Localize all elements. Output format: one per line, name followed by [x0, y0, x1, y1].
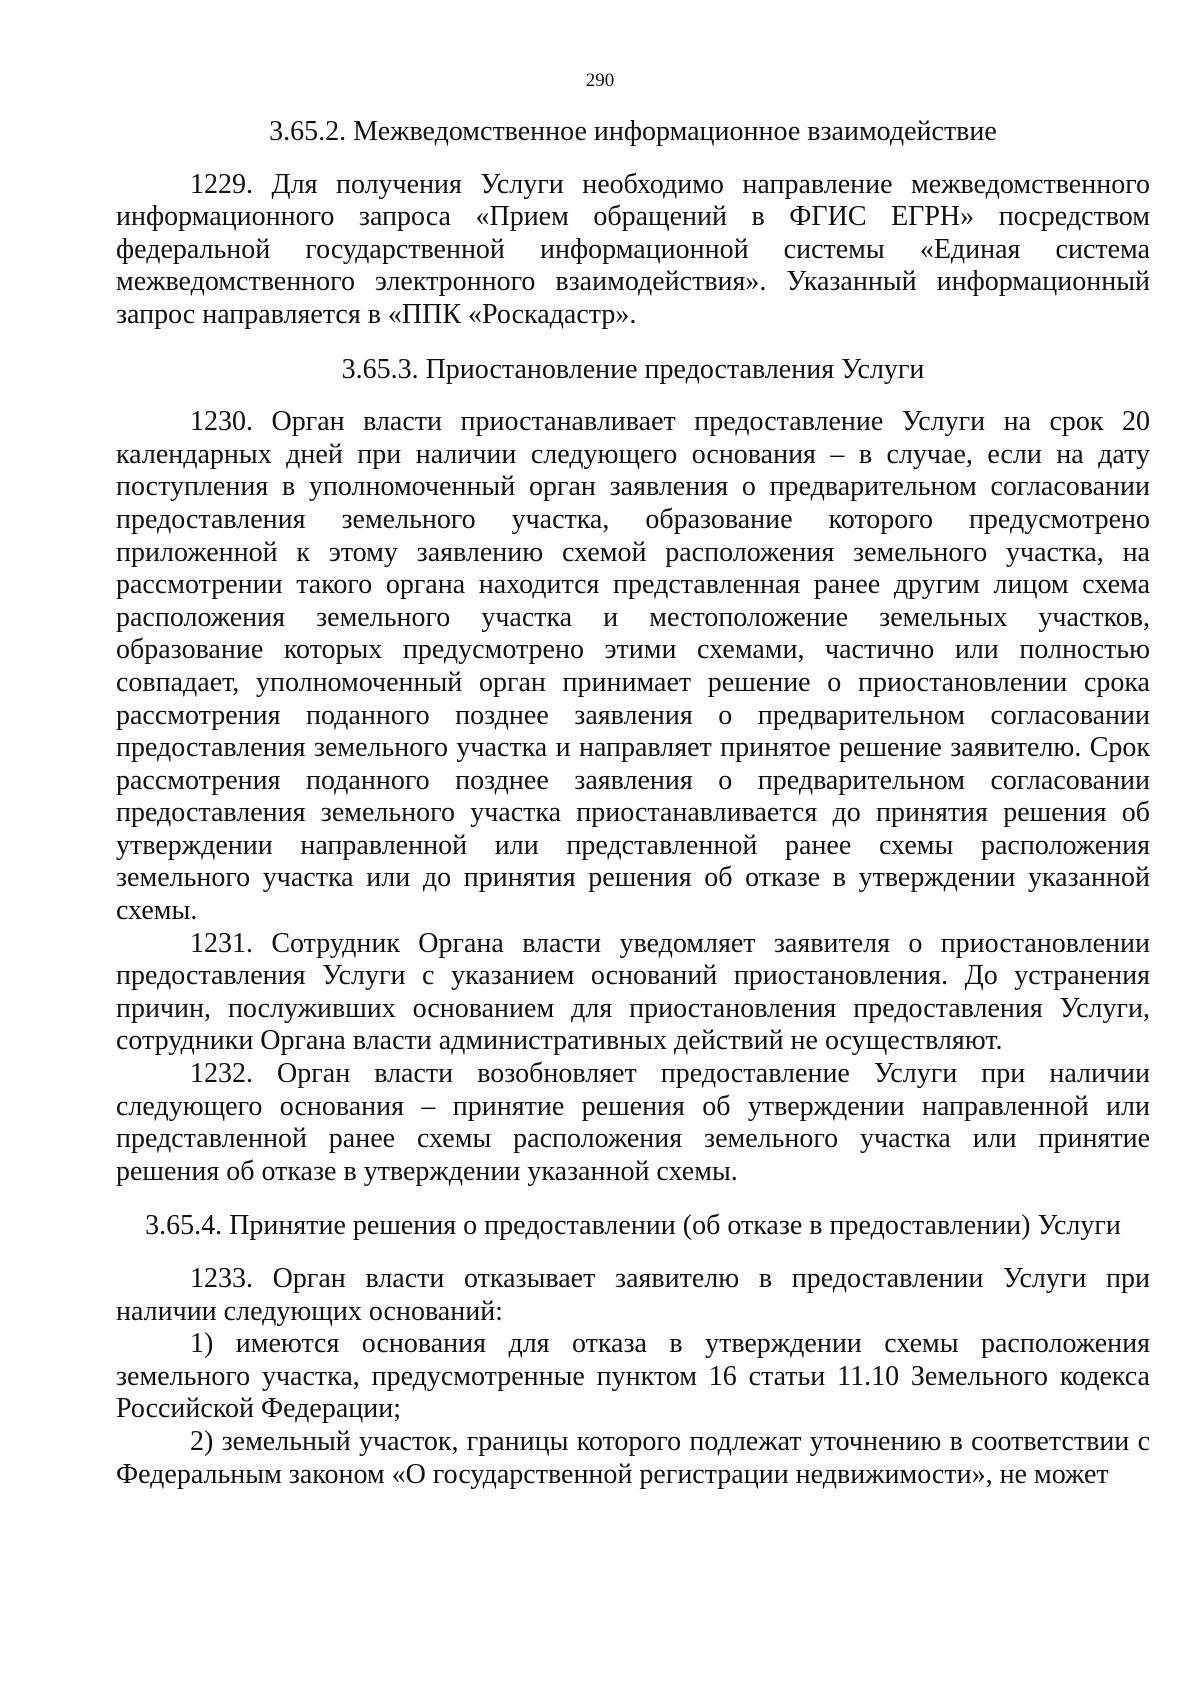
- page-number: 290: [585, 70, 615, 91]
- paragraph-1229: 1229. Для получения Услуги необходимо направление межведомственного информационного запроса «Прием обращений в ФГИС ЕГРН» посредством федеральной государственной информационной системы «Единая система межведомственного электронного взаимодействия». Указанный информационный запрос направляется в «ППК «Роскадастр».: [116, 168, 1150, 330]
- document-body: [116, 116, 1150, 1491]
- section-3-65-3: [116, 354, 1150, 1189]
- section-heading: 3.65.3. Приостановление предоставления Услуги: [341, 353, 925, 385]
- section-3-65-2: [116, 116, 1150, 332]
- section-heading: 3.65.4. Принятие решения о предоставлении (об отказе в предоставлении) Услуги: [145, 1210, 1121, 1242]
- list-item-1: 1) имеются основания для отказа в утверждении схемы расположения земельного участка, предусмотренные пунктом 16 статьи 11.10 Земельного кодекса Российской Федерации;: [116, 1328, 1150, 1425]
- paragraph-1231: 1231. Сотрудник Органа власти уведомляет заявителя о приостановлении предоставления Услуги с указанием оснований приостановления. До устранения причин, послуживших основанием для приостановления предоставления Услуги, сотрудники Органа власти административных действий не осуществляют.: [116, 927, 1150, 1057]
- paragraph-1232: 1232. Орган власти возобновляет предоставление Услуги при наличии следующего основания – принятие решения об утверждении направленной или представленной ранее схемы расположения земельного участка или принятие решения об отказе в утверждении указанной схемы.: [116, 1058, 1150, 1187]
- paragraph-1233: 1233. Орган власти отказывает заявителю в предоставлении Услуги при наличии следующих оснований:: [116, 1263, 1150, 1327]
- paragraph-1230: 1230. Орган власти приостанавливает предоставление Услуги на срок 20 календарных дней при наличии следующего основания – в случае, если на дату поступления в уполномоченный орган заявления о предварительном согласовании предоставления земельного участка, образование которого предусмотрено приложенной к этому заявлению схемой расположения земельного участка, на рассмотрении такого органа находится представленная ранее другим лицом схема расположения земельного участка и местоположение земельных участков, образование которых предусмотрено этими схемами, частично или полностью совпадает, уполномоченный орган принимает решение о приостановлении срока рассмотрения поданного позднее заявления о предварительном согласовании предоставления земельного участка и направляет принятое решение заявителю. Срок рассмотрения поданного позднее заявления о предварительном согласовании предоставления земельного участка приостанавливается до принятия решения об утверждении направленной или представленной ранее схемы расположения земельного участка или до принятия решения об отказе в утверждении указанной схемы.: [116, 406, 1150, 927]
- section-heading: 3.65.2. Межведомственное информационное взаимодействие: [269, 116, 997, 147]
- list-item-2: 2) земельный участок, границы которого подлежат уточнению в соответствии с Федеральным законом «О государственной регистрации недвижимости», не может: [116, 1425, 1150, 1490]
- section-3-65-4: [116, 1210, 1150, 1491]
